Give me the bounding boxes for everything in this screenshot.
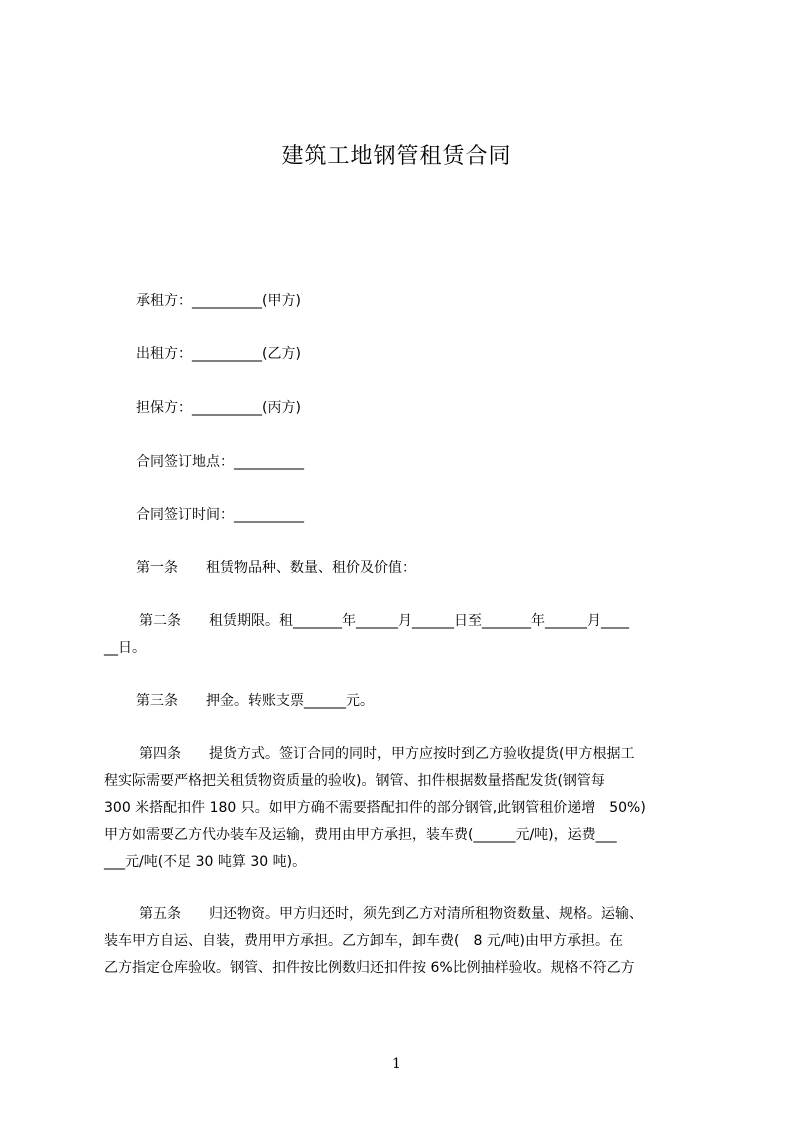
document-title: 建筑工地钢管租赁合同 <box>281 144 512 169</box>
article-4-line-5: ___元/吨(不足 30 吨算 30 吨)。 <box>104 854 307 870</box>
article-4-line-1: 第四条 提货方式。签订合同的同时，甲方应按时到乙方验收提货(甲方根据工 <box>139 746 635 762</box>
article-5-line-3: 乙方指定仓库验收。钢管、扣件按比例数归还扣件按 6%比例抽样验收。规格不符乙方 <box>104 960 635 976</box>
sign-place-line: 合同签订地点：__________ <box>136 454 304 470</box>
page-number: 1 <box>392 1056 401 1072</box>
article-2-line-2: __日。 <box>104 640 146 656</box>
article-4-line-2: 程实际需要严格把关租赁物资质量的验收)。钢管、扣件根据数量搭配发货(钢管每 <box>104 773 605 789</box>
article-2-line-1: 第二条 租赁期限。租_______年______月______日至_______年______月____ <box>139 613 629 629</box>
sign-time-line: 合同签订时间：__________ <box>136 507 304 523</box>
lessee-line: 承租方：__________(甲方) <box>136 293 301 309</box>
lessor-line: 出租方：__________(乙方) <box>136 346 301 362</box>
article-4-line-4: 甲方如需要乙方代办装车及运输，费用由甲方承担，装车费(______元/吨)，运费___ <box>104 827 617 843</box>
article-1: 第一条 租赁物品种、数量、租价及价值： <box>136 560 416 576</box>
article-5-line-2: 装车甲方自运、自装，费用甲方承担。乙方卸车，卸车费( 8 元/吨)由甲方承担。在 <box>104 933 623 949</box>
article-3: 第三条 押金。转账支票______元。 <box>136 693 374 709</box>
article-5-line-1: 第五条 归还物资。甲方归还时，须先到乙方对清所租物资数量、规格。运输、 <box>139 906 643 922</box>
article-4-line-3: 300 米搭配扣件 180 只。如甲方确不需要搭配扣件的部分钢管,此钢管租价递增 50%) <box>104 800 646 816</box>
guarantor-line: 担保方：__________(丙方) <box>136 400 301 416</box>
